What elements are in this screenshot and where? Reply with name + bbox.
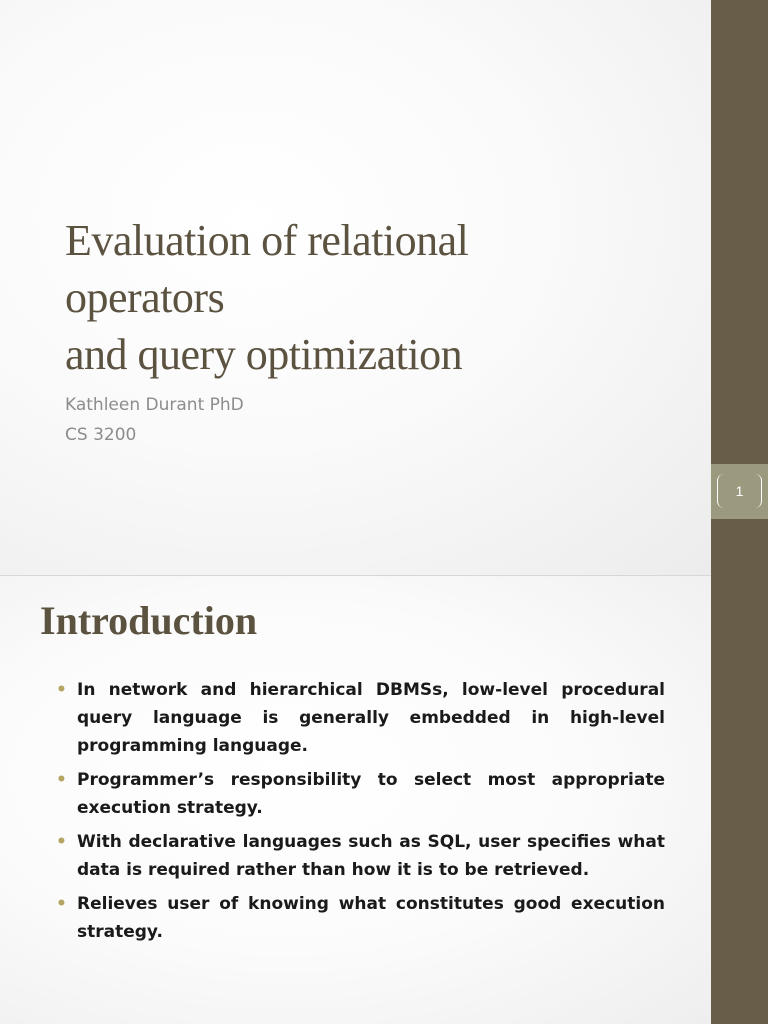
slide-heading: Introduction: [40, 598, 258, 643]
list-item: [56, 828, 665, 884]
author-name: Kathleen Durant PhD: [65, 395, 244, 415]
bullet-text: With declarative languages such as SQL, user specifies what data is required rather than how it is to be retrieved.: [77, 832, 665, 880]
bullet-list: [56, 676, 665, 952]
bullet-text: In network and hierarchical DBMSs, low-level procedural query language is generally embedded in high-level programming language.: [77, 680, 665, 756]
bullet-icon: •: [56, 680, 67, 700]
bullet-text: Relieves user of knowing what constitutes good execution strategy.: [77, 894, 665, 942]
list-item: [56, 890, 665, 946]
list-item: [56, 676, 665, 760]
bullet-icon: •: [56, 770, 67, 790]
bullet-text: Programmer’s responsibility to select most appropriate execution strategy.: [77, 770, 665, 818]
bullet-icon: •: [56, 832, 67, 852]
list-item: [56, 766, 665, 822]
course-code: CS 3200: [65, 425, 137, 445]
slide-subtitle: [65, 390, 244, 450]
bullet-icon: •: [56, 894, 67, 914]
title-line: operators: [65, 273, 225, 322]
page-number-badge: 1: [717, 474, 762, 508]
title-line: Evaluation of relational: [65, 216, 469, 265]
title-line: and query optimization: [65, 330, 463, 379]
slide-title: [65, 212, 685, 383]
